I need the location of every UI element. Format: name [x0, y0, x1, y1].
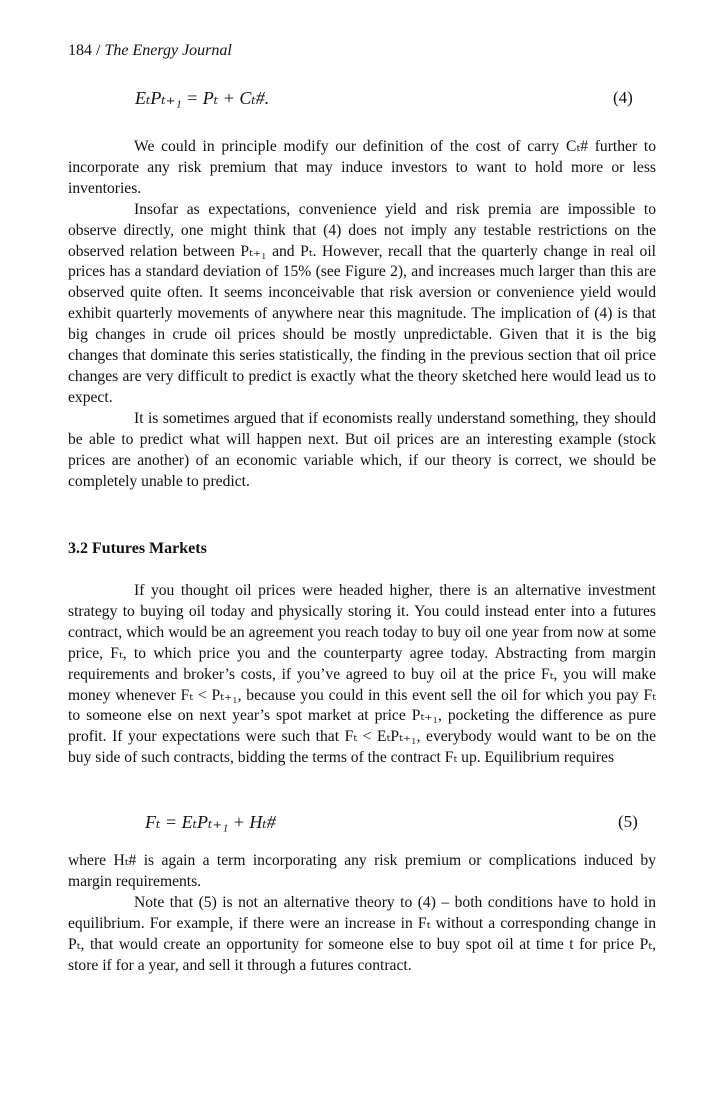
paragraph: where Hₜ# is again a term incorporating any risk premium or complications induced by margin requirements.: [68, 852, 656, 890]
paragraph: It is sometimes argued that if economists really understand something, they should be able to predict what will happen next. But oil prices are an interesting example (stock prices are another) of an economic variable which, if our theory is correct, we should be completely unable to predict.: [68, 409, 656, 490]
body-text-mid: [68, 581, 656, 769]
paragraph: We could in principle modify our definition of the cost of carry Cₜ# further to incorporate any risk premium that may induce investors to want to hold more or less inventories.: [68, 138, 656, 197]
running-header: [68, 42, 232, 60]
page-number: 184: [68, 42, 92, 59]
header-separator: /: [96, 42, 101, 59]
paragraph: Note that (5) is not an alternative theory to (4) – both conditions have to hold in equilibrium. For example, if there were an increase in Fₜ without a corresponding change in Pₜ, that would create an opportunity for someone else to buy spot oil at time t for price Pₜ, store if for a year, and sell it through a futures contract.: [68, 893, 656, 974]
equation-4: EₜPₜ₊₁ = Pₜ + Cₜ#.: [135, 88, 270, 108]
paragraph: Insofar as expectations, convenience yield and risk premia are impossible to observe directly, one might think that (4) does not imply any testable restrictions on the observed relation between Pₜ₊₁ and Pₜ. However, recall that the quarterly change in real oil prices has a standard deviation of 15% (see Figure 2), and increases much larger than this are observed quite often. It seems inconceivable that risk aversion or convenience yield would exhibit quarterly movements of anywhere near this magnitude. The implication of (4) is that big changes in crude oil prices should be mostly unpredictable. Given that it is the big changes that dominate this series statistically, the finding in the previous section that oil price changes are very difficult to predict is exactly what the theory sketched here would lead us to expect.: [68, 200, 656, 406]
equation-5: Fₜ = EₜPₜ₊₁ + Hₜ#: [145, 812, 276, 832]
section-heading: 3.2 Futures Markets: [68, 540, 207, 557]
body-text-top: [68, 137, 656, 492]
paragraph: If you thought oil prices were headed higher, there is an alternative investment strategy to buying oil today and physically storing it. You could instead enter into a futures contract, which would be an agreement you reach today to buy oil one year from now at some price, Fₜ, to which price you and the counterparty agree today. Abstracting from margin requirements and broker’s costs, if you’ve agreed to buy oil at the price Fₜ, you will make money whenever Fₜ < Pₜ₊₁, because you could in this event sell the oil for which you pay Fₜ to someone else on next year’s spot market at price Pₜ₊₁, pocketing the difference as pure profit. If your expectations were such that Fₜ < EₜPₜ₊₁, everybody would want to be on the buy side of such contracts, bidding the terms of the contract Fₜ up. Equilibrium requires: [68, 582, 656, 767]
body-text-bottom: [68, 851, 656, 976]
equation-5-number: (5): [618, 812, 638, 831]
equation-4-number: (4): [613, 88, 633, 107]
journal-title: The Energy Journal: [104, 42, 232, 59]
